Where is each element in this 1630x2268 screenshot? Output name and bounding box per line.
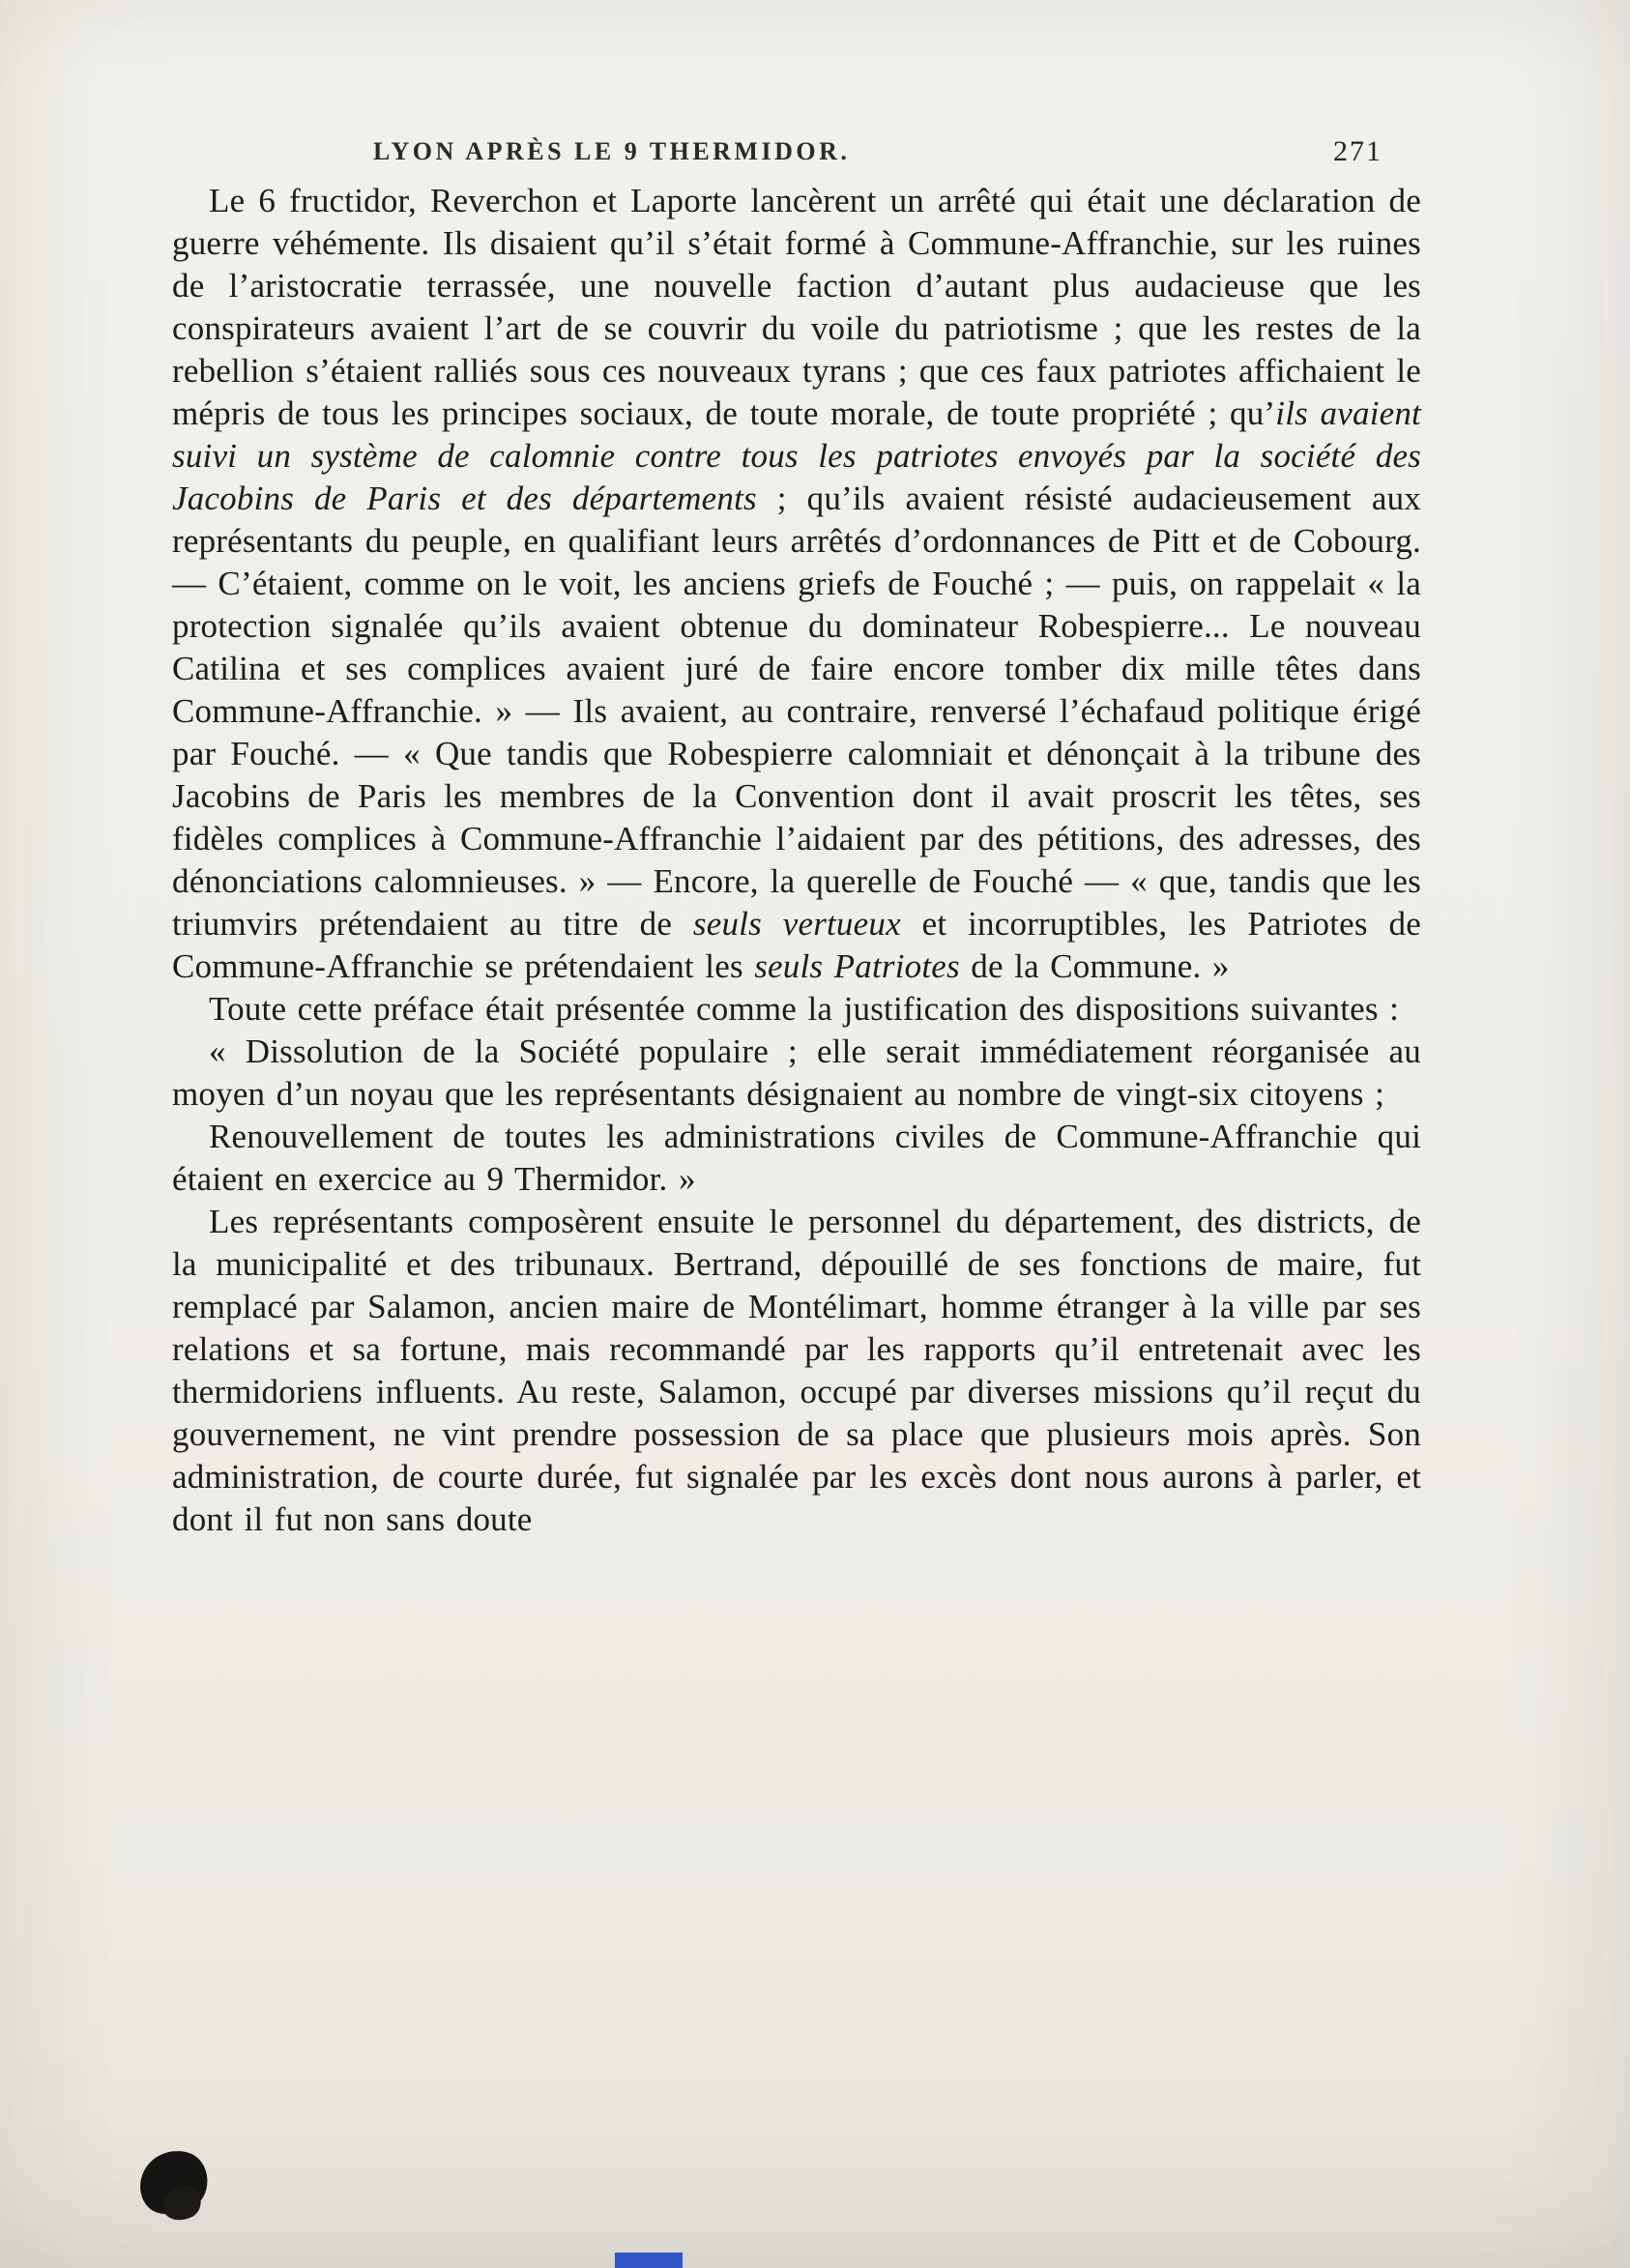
text-run: et incorruptibles, les Patriotes de Commune-Affranchie se prétendaient les [172, 905, 1421, 985]
paragraph-2 [172, 988, 1421, 1031]
italic-text-run: ils avaient suivi un système de calomnie contre tous les patriotes envoyés par la société des Jacobins de Paris et des départements [172, 394, 1421, 517]
text-run: Renouvellement de toutes les administrations civiles de Commune-Affranchie qui étaient en exercice au 9 Thermidor. » [172, 1118, 1421, 1198]
text-run: Le 6 fructidor, Reverchon et Laporte lancèrent un arrêté qui était une déclaration de guerre véhémente. Ils disaient qu’il s’était formé à Commune-Affranchie, sur les ruines de l’aristocratie terrassée, une nouvelle faction d’autant plus audacieuse que les conspirateurs avaient l’art de se couvrir du voile du patriotisme ; que les restes de la rebellion s’étaient ralliés sous ces nouveaux tyrans ; que ces faux patriotes affichaient le mépris de tous les principes sociaux, de toute morale, de toute propriété ; qu’ [172, 182, 1421, 432]
scan-artifact-blue-mark [615, 2253, 683, 2268]
running-title: LYON APRÈS LE 9 THERMIDOR. [373, 137, 851, 165]
text-block [172, 180, 1421, 1541]
text-run: Les représentants composèrent ensuite le personnel du département, des districts, de la municipalité et des tribunaux. Bertrand, dépouillé de ses fonctions de maire, fut remplacé par Salamon, ancien maire de Montélimart, homme étranger à la ville par ses relations et sa fortune, mais recommandé par les rapports qu’il entretenait avec les thermidoriens influents. Au reste, Salamon, occupé par diverses missions qu’il reçut du gouvernement, ne vint prendre possession de sa place que plusieurs mois après. Son administration, de courte durée, fut signalée par les excès dont nous aurons à parler, et dont il fut non sans doute [172, 1203, 1421, 1538]
paragraph-4 [172, 1116, 1421, 1201]
paragraph-1 [172, 180, 1421, 988]
italic-text-run: seuls vertueux [692, 905, 901, 943]
text-run: « Dissolution de la Société populaire ; elle serait immédiatement réorganisée au moyen d’un noyau que les représentants désignaient au nombre de vingt-six citoyens ; [172, 1032, 1421, 1113]
page-header [172, 135, 1421, 172]
paragraph-5 [172, 1201, 1421, 1541]
text-run: ; qu’ils avaient résisté audacieusement aux représentants du peuple, en qualifiant leurs arrêtés d’ordonnances de Pitt et de Cobourg. — C’étaient, comme on le voit, les anciens griefs de Fouché ; — puis, on rappelait « la protection signalée qu’ils avaient obtenue du dominateur Robespierre... Le nouveau Catilina et ses complices avaient juré de faire encore tomber dix mille têtes dans Commune-Affranchie. » — Ils avaient, au contraire, renversé l’échafaud politique érigé par Fouché. — « Que tandis que Robespierre calomniait et dénonçait à la tribune des Jacobins de Paris les membres de la Convention dont il avait proscrit les têtes, ses fidèles complices à Commune-Affranchie l’aidaient par des pétitions, des adresses, des dénonciations calomnieuses. » — Encore, la querelle de Fouché — « que, tandis que les triumvirs prétendaient au titre de [172, 480, 1421, 943]
text-run: Toute cette préface était présentée comme la justification des dispositions suivantes : [209, 990, 1400, 1028]
italic-text-run: seuls Patriotes [754, 947, 960, 985]
text-run: de la Commune. » [959, 947, 1230, 985]
paragraph-3 [172, 1031, 1421, 1116]
page-number: 271 [1333, 135, 1383, 167]
